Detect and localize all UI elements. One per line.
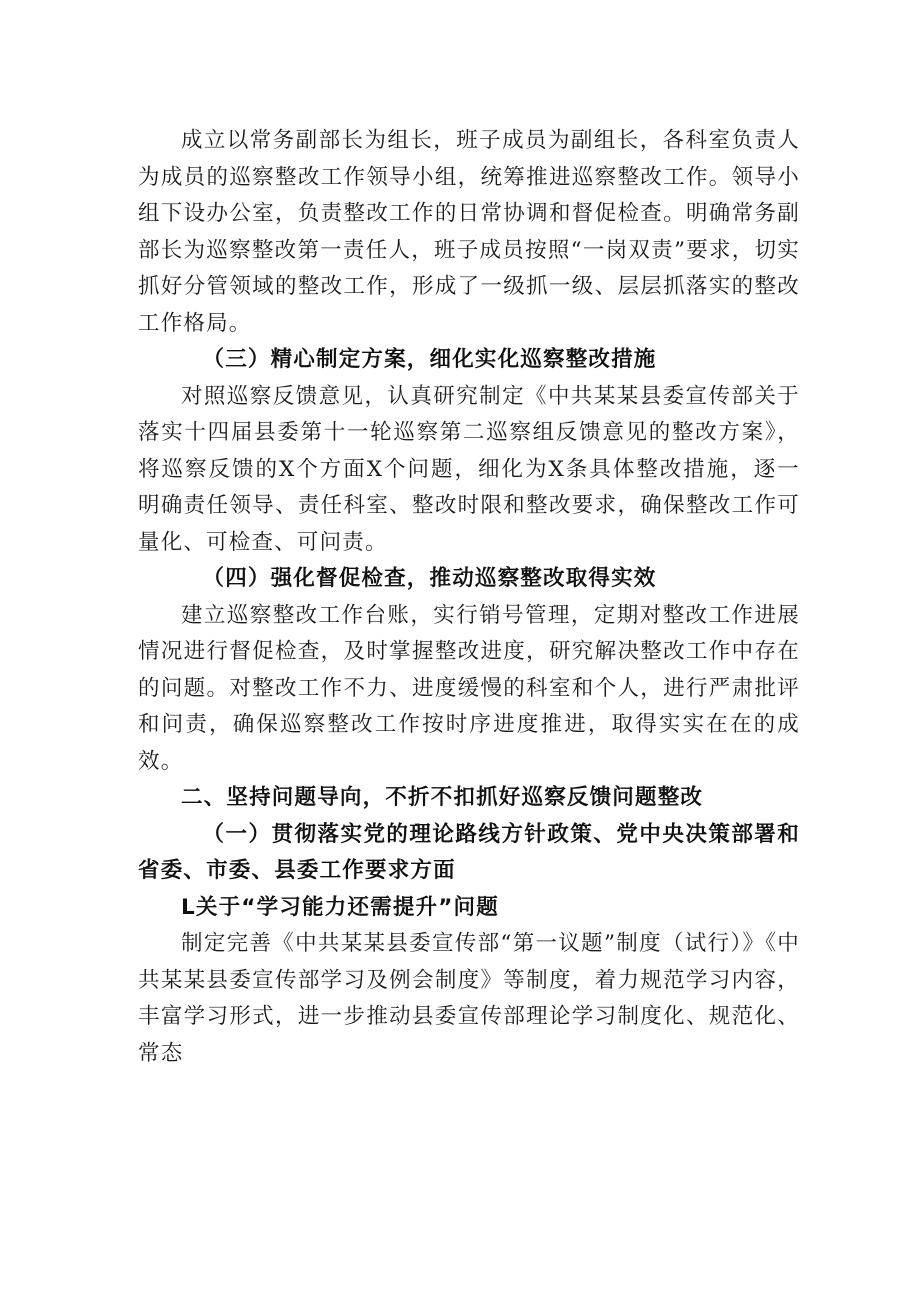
chapter-heading-2: 二、坚持问题导向，不折不扣抓好巡察反馈问题整改 <box>181 785 704 810</box>
item-heading-1: L关于“学习能力还需提升”问题 <box>181 894 499 920</box>
section-heading-4: （四）强化督促检查，推动巡察整改取得实效 <box>202 566 657 591</box>
paragraph-plan: 对照巡察反馈意见，认真研究制定《中共某某县委宣传部关于落实十四届县委第十一轮巡察第二巡察组反馈意见的整改方案》，将巡察反馈的X个方面X个问题，细化为X条具体整改措施，逐一明确责任领导、责任科室、整改时限和整改要求，确保整改工作可量化、可检查、可问责。 <box>138 383 800 555</box>
document-body <box>138 123 800 1072</box>
paragraph-study-system: 制定完善《中共某某县委宣传部“第一议题”制度（试行）》《中共某某县委宣传部学习及例会制度》等制度，着力规范学习内容，丰富学习形式，进一步推动县委宣传部理论学习制度化、规范化、常态 <box>138 931 800 1066</box>
paragraph-leading-group: 成立以常务副部长为组长，班子成员为副组长，各科室负责人为成员的巡察整改工作领导小组，统筹推进巡察整改工作。领导小组下设办公室，负责整改工作的日常协调和督促检查。明确常务副部长为巡察整改第一责任人，班子成员按照“一岗双责”要求，切实抓好分管领域的整改工作，形成了一级抓一级、层层抓落实的整改工作格局。 <box>138 128 800 336</box>
subsection-heading-1: （一）贯彻落实党的理论路线方针政策、党中央决策部署和省委、市委、县委工作要求方面 <box>138 821 800 883</box>
section-heading-3: （三）精心制定方案，细化实化巡察整改措施 <box>202 347 657 372</box>
paragraph-supervision: 建立巡察整改工作台账，实行销号管理，定期对整改工作进展情况进行督促检查，及时掌握整改进度，研究解决整改工作中存在的问题。对整改工作不力、进度缓慢的科室和个人，进行严肃批评和问责，确保巡察整改工作按时序进度推进，取得实实在在的成效。 <box>138 602 800 774</box>
